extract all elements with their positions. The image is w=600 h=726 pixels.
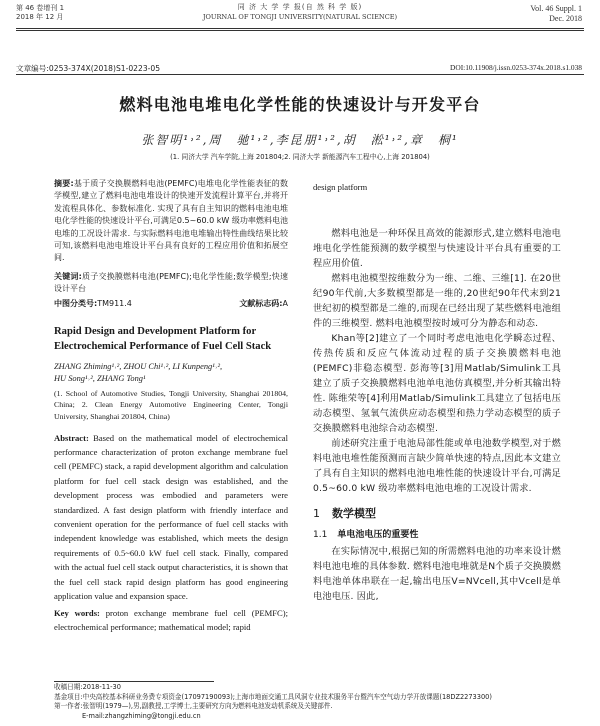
classification [54,298,288,310]
subsection-title: 单电池电压的重要性 [337,530,419,541]
journal-name-zh: 同 济 大 学 学 报(自 然 科 学 版) [237,3,363,11]
authors-en-line1: ZHANG Zhiming¹˒², ZHOU Chi¹˒², LI Kunpeng¹˒², [54,361,223,371]
section-heading [313,506,561,522]
intro-paragraph-4: 前述研究注重于电池局部性能或单电池数学模型,对于燃料电池电堆性能预测而言缺少简单快速的特点,因此本文建立了具有自主知识的燃料电池电堆性能的快速设计平台,可满足0.5~60.0 kW 级功率燃料电池电堆的工况设计需求. [313,438,561,495]
footnote-fund: 基金项目:中央高校基本科研业务费专项资金(17097190093);上海市地面交通工具风洞专业技术服务平台暨汽车空气动力学开放课题(18DZ2273300) [54,692,492,701]
authors-en [54,361,288,386]
abstract-en [54,431,288,604]
section-number: 1 [313,507,320,521]
journal-volume-zh: 第 46 卷增刊 1 [16,4,65,12]
section-title: 数学模型 [332,507,376,521]
header-rule-bottom [16,30,584,31]
intro-paragraph-2: 燃料电池模型按维数分为一维、二维、三维[1]. 在20世纪90年代前,大多数模型都是一维的,20世纪90年代末到21世纪初的模型都是二维的,而现在已经出现了某些燃料电池组件的三维模型. 燃料电池模型按时域可分为静态和动态. [313,273,561,330]
intro-paragraph-3: Khan等[2]建立了一个同时考虑电池电化学瞬态过程、传热传质和反应气体流动过程的质子交换膜燃料电池(PEMFC)非稳态模型. 彭海等[3]用Matlab/Simulink工具建立了质子交换膜燃料电池单电池仿真模型,并分析其输出特性. 陈维荣等[4]利用Matlab/Simulink工具建立了包括电压动态模型、氢氧气流供应动态模型和热力学动态模型的质子交换膜燃料电池综合动态模型. [313,333,561,435]
header-rule-top [16,28,584,29]
clc-label: 中图分类号: [54,298,98,308]
clc-value: TM911.4 [97,298,132,308]
journal-date-en: Dec. 2018 [549,14,582,23]
journal-volume-en: Vol. 46 Suppl. 1 [530,4,582,13]
footnote-received: 收稿日期:2018-11-30 [54,683,121,691]
affiliation-zh: (1. 同济大学 汽车学院,上海 201804;2. 同济大学 新能源汽车工程中心,上海 201804) [170,153,430,161]
section-paragraph: 在实际情况中,根据已知的所需燃料电池的功率来设计燃料电池电堆的具体参数. 燃料电池电堆就是N个质子交换膜燃料电池单体串联在一起,输出电压V=NVcell,其中Vcell是单电池电压. 因此, [313,546,561,603]
abstract-en-text: Based on the mathematical model of electrochemical performance characterization of proton exchange membrane fuel cell (PEMFC) stack, a rapid development algorithm and calculation platform for fuel cell stack design was established, and the development process was embodied and parameters were standardized. A fast design platform with friendly interface and convenient operation for the performance of fuel cell stacks with independent knowledge was established, which meets the design requirements of 0.5~60.0 kW fuel cell stack. Finally, compared with the actual fuel cell stack output characteristics, it is shown that the fuel cell stack rapid design platform has good engineering application value and expansion space. [54,432,288,602]
right-column [313,180,561,604]
keywords-en [54,606,288,635]
keywords-en-label: Key words: [54,607,100,618]
article-number: 文章编号:0253-374X(2018)S1-0223-05 [16,64,161,73]
doc-code-value: A [282,298,288,308]
intro-paragraph-1: 燃料电池是一种环保且高效的能源形式,建立燃料电池电堆电化学性能预测的数学模型与快速设计平台具有重要的工程应用价值. [313,228,561,270]
abstract-zh-text: 基于质子交换膜燃料电池(PEMFC)电堆电化学性能表征的数学模型,建立了燃料电池电堆设计的快速开发流程计算平台,并将开发流程具体化、参数标准化. 实现了具有自主知识的燃料电池电堆电化学性能的快速设计平台,可满足0.5~60.0 kW 级功率燃料电池电堆的工况设计需求. 与实际燃料电池电堆输出特性曲线结果比较可知,该燃料电池电堆设计平台具有良好的工程应用价值和拓展空间. [54,179,288,263]
keywords-zh-label: 关键词: [54,271,82,281]
abstract-zh [54,178,288,265]
authors-en-line2: HU Song¹˒², ZHANG Tong¹ [54,374,146,384]
keywords-en-text: proton exchange membrane fuel cell (PEMFC); electrochemical performance; mathematical model; rapid [54,607,288,632]
keywords-zh-text: 质子交换膜燃料电池(PEMFC);电化学性能;数学模型;快速设计平台 [54,271,289,294]
abstract-en-label: Abstract: [54,432,89,443]
left-column [54,178,288,634]
footnote-email: E-mail:zhangzhiming@tongji.edu.cn [82,711,201,720]
keywords-en-continued: design platform [313,182,368,192]
title-zh: 燃料电池电堆电化学性能的快速设计与开发平台 [119,95,481,114]
abstract-zh-label: 摘要: [54,179,74,188]
subsection-heading [313,528,561,542]
title-en: Rapid Design and Development Platform for Electrochemical Performance of Fuel Cell Stack [54,325,272,353]
journal-date-zh: 2018 年 12 月 [16,13,64,21]
doc-code-label: 文献标志码: [239,298,283,308]
journal-name-en: JOURNAL OF TONGJI UNIVERSITY(NATURAL SCIENCE) [202,13,398,21]
doi: DOI:10.11908/j.issn.0253-374x.2018.s1.038 [450,63,582,72]
footnote-rule [54,681,214,682]
footnotes [54,683,564,721]
authors-zh: 张智明¹˒²,周 驰¹˒²,李昆朋¹˒²,胡 淞¹˒²,章 桐¹ [141,133,459,147]
affiliation-en: (1. School of Automotive Studies, Tongji University, Shanghai 201804, China; 2. Clean Energy Automotive Engineering Center, Tongji University, Shanghai 201804, China) [54,388,288,422]
doi-rule [16,74,584,75]
subsection-number: 1.1 [313,530,328,541]
footnote-author-bio: 第一作者:张智明(1979—),男,副教授,工学博士,主要研究方向为燃料电池发动机系统及关键部件. [54,702,333,711]
keywords-zh [54,271,288,296]
